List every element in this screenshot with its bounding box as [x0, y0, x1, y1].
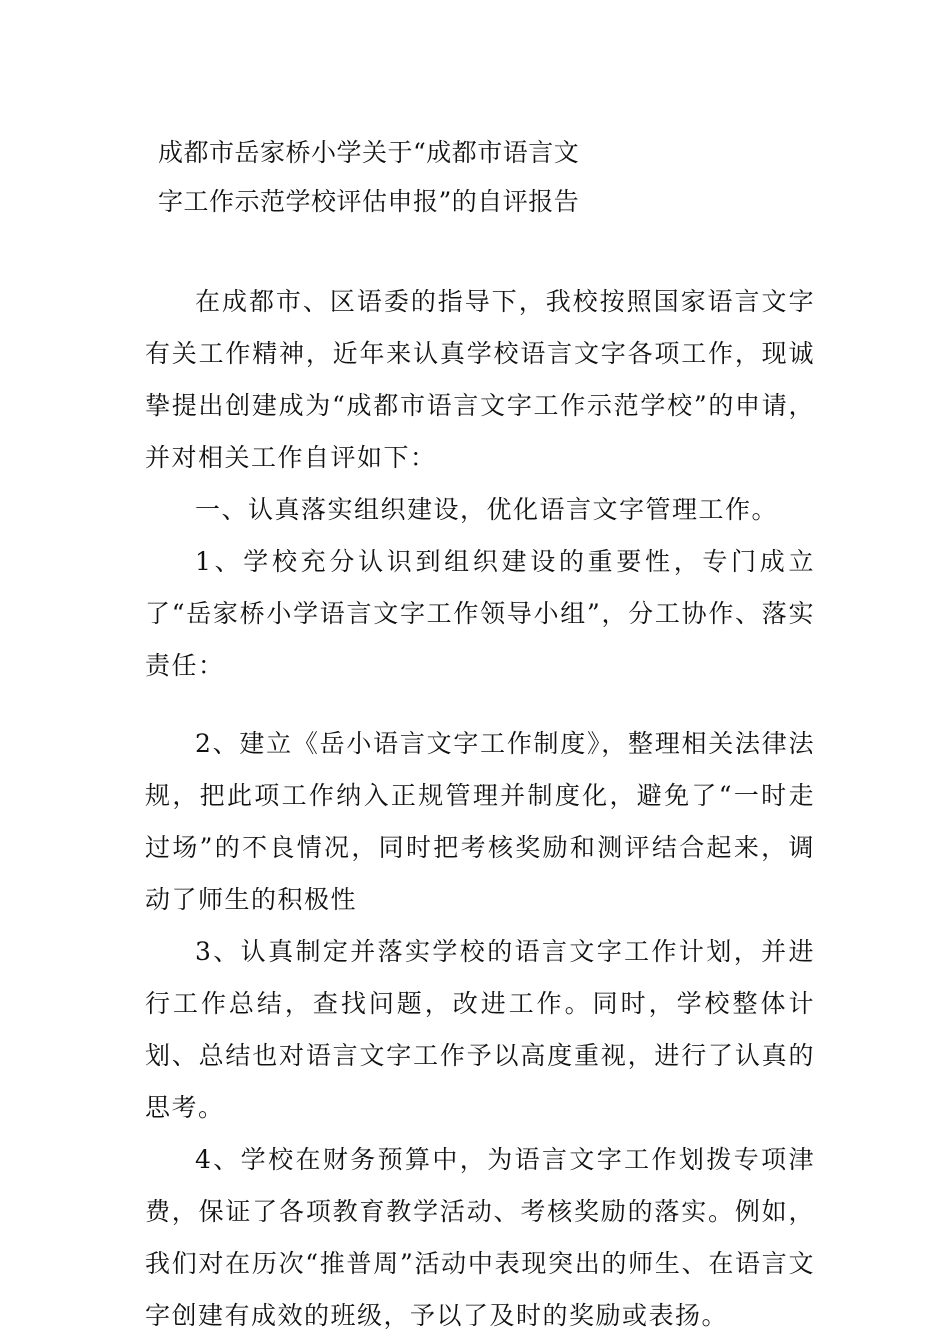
title-line-1: 成都市岳家桥小学关于“成都市语言文	[158, 138, 580, 167]
paragraph-section-1-heading: 一、认真落实组织建设，优化语言文字管理工作。	[195, 495, 779, 524]
paragraph-item-3: 3、认真制定并落实学校的语言文字工作计划，并进行工作总结，查找问题，改进工作。同时，学校整体计划、总结也对语言文字工作予以高度重视，进行了认真的思考。	[145, 937, 815, 1122]
document-title	[158, 128, 678, 226]
paragraph-intro: 在成都市、区语委的指导下，我校按照国家语言文字有关工作精神，近年来认真学校语言文字各项工作，现诚挚提出创建成为“成都市语言文字工作示范学校”的申请，并对相关工作自评如下：	[145, 287, 815, 472]
title-line-2: 字工作示范学校评估申报”的自评报告	[158, 187, 580, 216]
paragraph-item-2: 2、建立《岳小语言文字工作制度》，整理相关法律法规，把此项工作纳入正规管理并制度化，避免了“一时走过场”的不良情况，同时把考核奖励和测评结合起来，调动了师生的积极性	[145, 729, 815, 914]
paragraph-item-1: 1、学校充分认识到组织建设的重要性，专门成立了“岳家桥小学语言文字工作领导小组”，分工协作、落实责任：	[145, 547, 815, 680]
paragraph-item-4: 4、学校在财务预算中，为语言文字工作划拨专项津费，保证了各项教育教学活动、考核奖励的落实。例如，我们对在历次“推普周”活动中表现突出的师生、在语言文字创建有成效的班级，予以了及时的奖励或表扬。	[145, 1145, 815, 1330]
document-body	[145, 276, 815, 1342]
